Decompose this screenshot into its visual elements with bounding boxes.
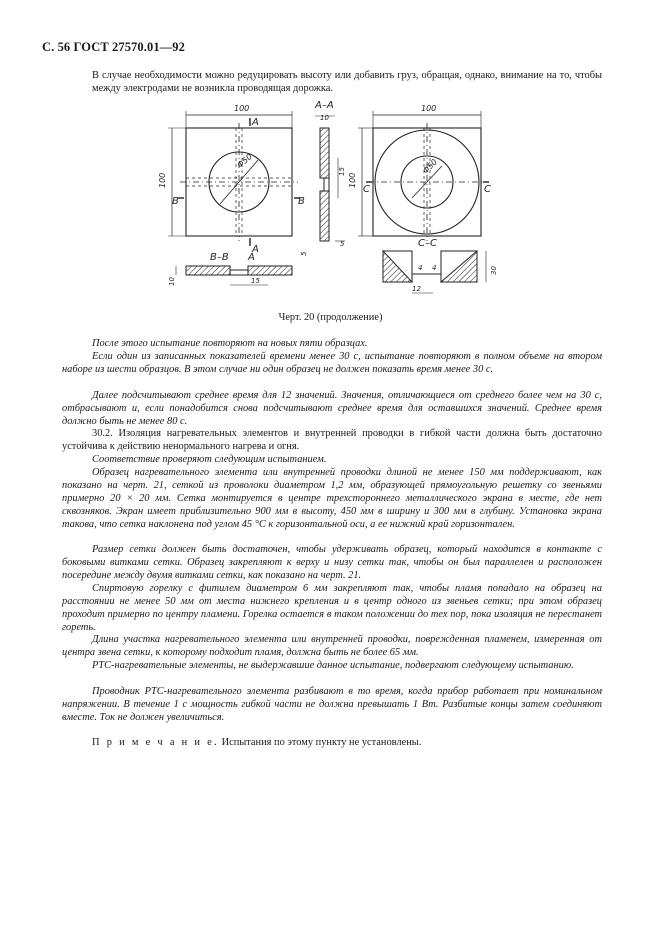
paragraph-average-time: Далее подсчитывают среднее время для 12 значений. Значения, отличающиеся от среднего более чем на 30 с, отбрасывают и, если понадобится снова подсчитывают среднее время для оставшихся значений. Среднее время должно быть не менее 80 с. — [62, 390, 602, 427]
left-diameter-label: Φ50 — [235, 152, 254, 170]
section-c-left-label: С — [363, 184, 370, 195]
left-width-label: 100 — [234, 104, 250, 113]
figure-20-drawing — [150, 98, 510, 303]
bb-dim-5: 5 — [300, 251, 308, 256]
note-label: П р и м е ч а н и е. — [92, 737, 219, 748]
right-diameter-label: Φ50 — [421, 157, 440, 176]
cc-dim-4a: 4 — [418, 264, 423, 272]
section-b-left-label: В — [172, 196, 179, 207]
section-b-right-label: В — [298, 196, 305, 207]
section-a-bottom-label: А — [252, 244, 259, 255]
paragraph-30-2: 30.2. Изоляция нагревательных элементов и внутренней проводки в гибкой части должна быть достаточно устойчива к действию ненормального нагрева и огня. — [62, 428, 602, 452]
section-cc-view — [383, 251, 486, 293]
paragraph-burner: Спиртовую горелку с фитилем диаметром 6 мм закрепляют так, чтобы пламя попадало на образец на расстоянии не менее 50 мм от места нижнего крепления и в центр одного из звеньев сетки; при этом образец проходит примерно по центру пламени. Горелка остается в таком положении до тех пор, пока изоляция не перестанет гореть. — [62, 583, 602, 633]
paragraph-damaged-length: Длина участка нагревательного элемента или внутренней проводки, поврежденная пламенем, измеренная от центра звена сетки, к которому подходит пламя, должна быть не более 65 мм. — [62, 634, 602, 658]
left-plan-view — [168, 111, 300, 246]
intro-paragraph: В случае необходимости можно редуцировать высоту или добавить груз, обращая, однако, внимание на то, чтобы между электродами не возникла проводящая дорожка. — [92, 70, 602, 94]
figure-caption: Черт. 20 (продолжение) — [278, 312, 383, 323]
note-text: Испытания по этому пункту не установлены. — [221, 737, 422, 748]
right-plan-view — [358, 111, 489, 241]
cc-dim-12: 12 — [412, 285, 421, 293]
aa-dim-5: 5 — [340, 240, 345, 248]
bb-dim-10: 10 — [168, 277, 176, 286]
paragraph-mesh-size: Размер сетки должен быть достаточен, чтобы удерживать образец, который находится в контакте с боковыми витками сетки. Образец закрепляют к верху и низу сетки так, чтобы он был параллелен и расположен посередине между двумя витками сетки, как показано на черт. 21. — [62, 544, 602, 581]
paragraph-ptc-failed: РТС-нагревательные элементы, не выдержавшие данное испытание, подвергают следующему испытанию. — [92, 660, 574, 671]
paragraph-check-by-test: Соответствие проверяют следующим испытанием. — [92, 454, 327, 465]
section-a-top-label: А — [252, 117, 259, 128]
left-height-label: 100 — [158, 172, 167, 188]
paragraph-if-less-30: Если один из записанных показателей времени менее 30 с, испытание повторяют в полном объеме на втором наборе из шести образцов. В этом случае ни один образец не должен показать время менее 30 с. — [62, 351, 602, 375]
section-bb-view — [176, 266, 292, 285]
paragraph-sample-mesh: Образец нагревательного элемента или внутренней проводки длиной не менее 150 мм поддерживают, как показано на черт. 21, сеткой из проволоки диаметром 1,2 мм, образующей прямоугольную решетку со звеньями примерно 20 × 20 мм. Сетка монтируется в центре трехстороннего металлического экрана в месте, где нет сквозняков. Экран имеет приблизительно 900 мм в высоту, 450 мм в ширину и 300 мм в глубину. Установка экрана такова, что сетка наклонена под углом 45 °С к горизонтальной оси, а ее нижний край горизонтален. — [62, 467, 602, 530]
paragraph-ptc-conductor: Проводник РТС-нагревательного элемента разбивают в то время, когда прибор работает при номинальном напряжении. В течение 1 с мощность гибкой части не должна превышать 1 Вт. Разбитые концы затем соединяют вместе. Ток не должен увеличиться. — [62, 686, 602, 723]
paragraph-retest-five: После этого испытание повторяют на новых пяти образцах. — [92, 338, 368, 349]
section-aa-view — [315, 116, 345, 241]
cc-dim-30: 30 — [490, 266, 498, 275]
section-aa-title: А–А — [315, 100, 334, 111]
section-bb-a-label: А — [248, 252, 255, 263]
aa-dim-15: 15 — [338, 167, 346, 176]
note-paragraph — [92, 737, 602, 750]
section-c-right-label: С — [484, 184, 491, 195]
section-cc-title: С–С — [418, 238, 437, 249]
bb-dim-15: 15 — [251, 277, 260, 285]
right-width-label: 100 — [421, 104, 437, 113]
page-header: С. 56 ГОСТ 27570.01—92 — [42, 40, 185, 54]
right-height-label: 100 — [348, 172, 357, 188]
cc-dim-4b: 4 — [432, 264, 437, 272]
section-bb-title: В–В — [210, 252, 229, 263]
aa-dim-10: 10 — [320, 114, 329, 122]
